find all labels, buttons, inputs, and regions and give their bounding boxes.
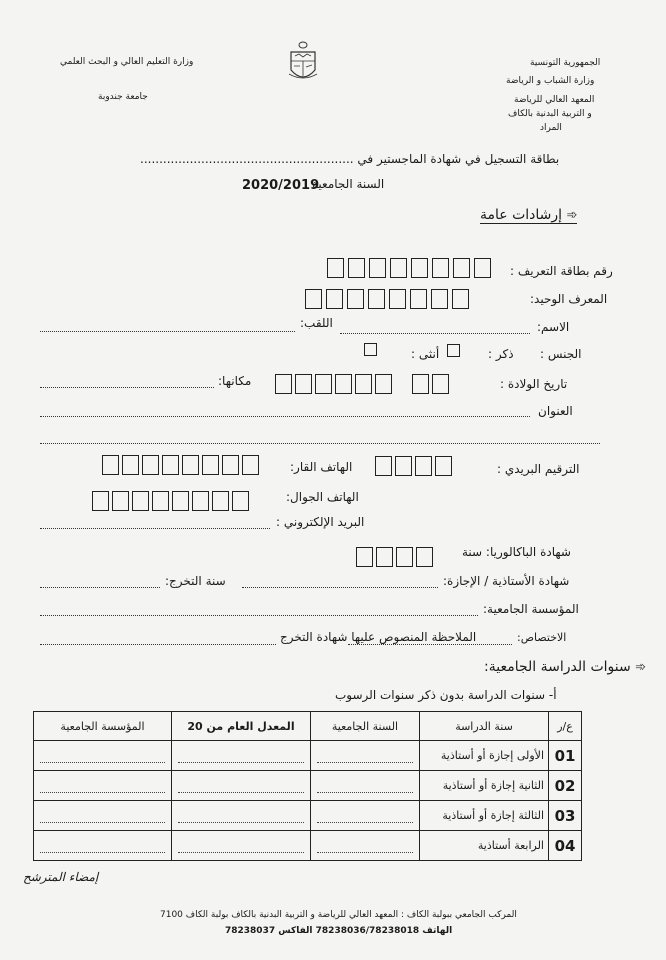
row-number: 01 [549, 741, 582, 771]
row-average-cell[interactable] [172, 801, 311, 831]
table-header-row [34, 712, 582, 741]
unique-id-label: المعرف الوحيد: [530, 292, 608, 306]
mobile-digit[interactable] [92, 491, 109, 511]
surname-field[interactable] [40, 331, 295, 332]
landline-digit[interactable] [122, 455, 139, 475]
footer-contacts: الهاتف 78238036/78238018 الفاكس 78238037 [225, 926, 453, 936]
address-field-line1[interactable] [40, 416, 530, 417]
col-header-institution: المؤسسة الجامعية [34, 712, 172, 741]
mobile-digit[interactable] [172, 491, 189, 511]
landline-label: الهاتف القار: [290, 460, 353, 474]
form-title: بطاقة التسجيل في شهادة الماجستير في ........................................................ [140, 152, 560, 166]
graduation-year-field[interactable] [40, 587, 160, 588]
graduation-year-label: سنة التخرج: [165, 574, 226, 588]
address-label: العنوان [538, 404, 573, 418]
institution-field[interactable] [40, 615, 478, 616]
birth-date-label: تاريخ الولادة : [500, 377, 568, 391]
unique-id-char[interactable] [389, 289, 406, 309]
specialty-label: الاختصاص: [517, 631, 567, 644]
col-header-academic-year: السنة الجامعية [311, 712, 420, 741]
row-academic-year-cell[interactable] [311, 831, 420, 861]
name-label: الاسم: [537, 320, 570, 334]
landline-digit[interactable] [142, 455, 159, 475]
id-card-digit[interactable] [453, 258, 470, 278]
graduation-remark-field[interactable] [40, 644, 276, 645]
row-average-cell[interactable] [172, 741, 311, 771]
id-card-digit[interactable] [369, 258, 386, 278]
university-jendouba: جامعة جندوبة [98, 92, 148, 102]
birth-year-digit[interactable] [335, 374, 352, 394]
institute-name-line2: و التربية البدنية بالكاف [508, 109, 592, 119]
surname-label: اللقب: [300, 316, 333, 330]
female-checkbox[interactable] [364, 343, 377, 356]
id-card-digit[interactable] [474, 258, 491, 278]
id-card-label: رقم بطاقة التعريف : [510, 264, 613, 278]
email-field[interactable] [40, 528, 270, 529]
bac-year-digit[interactable] [376, 547, 393, 567]
landline-digit[interactable] [102, 455, 119, 475]
table-row [34, 801, 582, 831]
birth-month-digit[interactable] [375, 374, 392, 394]
row-study-year: الثالثة إجازة أو أستاذية [420, 801, 549, 831]
institute-name-line3: المراد [540, 123, 562, 133]
degree-field[interactable] [242, 587, 438, 588]
row-number: 03 [549, 801, 582, 831]
mobile-digit[interactable] [112, 491, 129, 511]
birth-month-digit[interactable] [355, 374, 372, 394]
section-general-guidelines [480, 207, 577, 224]
row-institution-cell[interactable] [34, 741, 172, 771]
col-header-study-year: سنة الدراسة [420, 712, 549, 741]
graduation-remark-label: الملاحظة المنصوص عليها شهادة التخرج [280, 630, 477, 644]
republic-label: الجمهورية التونسية [530, 58, 601, 68]
id-card-digit[interactable] [327, 258, 344, 278]
checkmark-arrow-icon: ➾ [635, 660, 647, 675]
id-card-digit[interactable] [390, 258, 407, 278]
female-label: أنثى : [411, 347, 440, 361]
row-academic-year-cell[interactable] [311, 741, 420, 771]
unique-id-char[interactable] [347, 289, 364, 309]
row-academic-year-cell[interactable] [311, 771, 420, 801]
study-years-table [33, 711, 582, 861]
row-average-cell[interactable] [172, 831, 311, 861]
row-study-year: الأولى إجازة أو أستاذية [420, 741, 549, 771]
col-header-average: المعدل العام من 20 [172, 712, 311, 741]
male-label: ذكر : [488, 347, 514, 361]
landline-digit[interactable] [222, 455, 239, 475]
mobile-digit[interactable] [212, 491, 229, 511]
table-row [34, 831, 582, 861]
degree-label: شهادة الأستاذية / الإجازة: [443, 574, 570, 588]
row-academic-year-cell[interactable] [311, 801, 420, 831]
row-study-year: الرابعة أستاذية [420, 831, 549, 861]
unique-id-char[interactable] [431, 289, 448, 309]
academic-year-label: السنة الجامعية [312, 177, 385, 191]
birth-place-field[interactable] [40, 387, 214, 388]
postal-code-label: الترقيم البريدي : [497, 462, 580, 476]
landline-digit[interactable] [162, 455, 179, 475]
institution-label: المؤسسة الجامعية: [483, 602, 579, 616]
gender-label: الجنس : [540, 347, 582, 361]
name-field[interactable] [340, 333, 530, 334]
study-years-subtitle: أ- سنوات الدراسة بدون ذكر سنوات الرسوب [335, 688, 557, 702]
landline-digit[interactable] [182, 455, 199, 475]
section-study-years [484, 659, 646, 675]
ministry-higher-education: وزارة التعليم العالي و البحث العلمي [60, 57, 194, 67]
unique-id-char[interactable] [326, 289, 343, 309]
birth-year-digit[interactable] [275, 374, 292, 394]
email-label: البريد الإلكتروني : [276, 515, 365, 529]
mobile-digit[interactable] [192, 491, 209, 511]
id-card-digit[interactable] [348, 258, 365, 278]
specialty-field[interactable] [348, 644, 512, 645]
birth-day-digit[interactable] [412, 374, 429, 394]
ministry-youth-sport: وزارة الشباب و الرياضة [506, 76, 595, 86]
academic-year-value: 2020/2019 [242, 178, 320, 193]
bac-year-digit[interactable] [396, 547, 413, 567]
unique-id-char[interactable] [368, 289, 385, 309]
row-study-year: الثانية إجازة أو أستاذية [420, 771, 549, 801]
unique-id-char[interactable] [410, 289, 427, 309]
table-row [34, 741, 582, 771]
row-average-cell[interactable] [172, 771, 311, 801]
row-number: 02 [549, 771, 582, 801]
birth-place-label: مكانها: [218, 374, 252, 388]
row-institution-cell[interactable] [34, 831, 172, 861]
bac-year-digit[interactable] [416, 547, 433, 567]
section-general-guidelines-title: إرشادات عامة [480, 207, 563, 223]
landline-digit[interactable] [242, 455, 259, 475]
mobile-digit[interactable] [152, 491, 169, 511]
checkmark-arrow-icon: ➾ [566, 208, 578, 223]
tunisia-emblem-icon [285, 40, 321, 86]
candidate-signature-label: إمضاء المترشح [23, 870, 99, 884]
row-institution-cell[interactable] [34, 801, 172, 831]
birth-year-digit[interactable] [315, 374, 332, 394]
bac-label: شهادة الباكالوريا: سنة [462, 545, 571, 559]
section-study-years-title: سنوات الدراسة الجامعية: [484, 659, 631, 675]
birth-day-digit[interactable] [432, 374, 449, 394]
address-field-line2[interactable] [40, 443, 600, 444]
mobile-digit[interactable] [232, 491, 249, 511]
bac-year-digit[interactable] [356, 547, 373, 567]
institute-name-line1: المعهد العالي للرياضة [514, 95, 595, 105]
footer-address: المركب الجامعي ببولبة الكاف : المعهد العالي للرياضة و التربية البدنية بالكاف بولبة الكاف 7100 [160, 910, 517, 920]
postal-digit[interactable] [395, 456, 412, 476]
mobile-digit[interactable] [132, 491, 149, 511]
postal-digit[interactable] [435, 456, 452, 476]
birth-year-digit[interactable] [295, 374, 312, 394]
postal-digit[interactable] [375, 456, 392, 476]
mobile-label: الهاتف الجوال: [286, 490, 359, 504]
unique-id-char[interactable] [452, 289, 469, 309]
row-institution-cell[interactable] [34, 771, 172, 801]
row-number: 04 [549, 831, 582, 861]
unique-id-char[interactable] [305, 289, 322, 309]
id-card-digit[interactable] [411, 258, 428, 278]
col-header-number: ع/ر [549, 712, 582, 741]
landline-digit[interactable] [202, 455, 219, 475]
postal-digit[interactable] [415, 456, 432, 476]
id-card-digit[interactable] [432, 258, 449, 278]
male-checkbox[interactable] [447, 344, 460, 357]
table-row [34, 771, 582, 801]
